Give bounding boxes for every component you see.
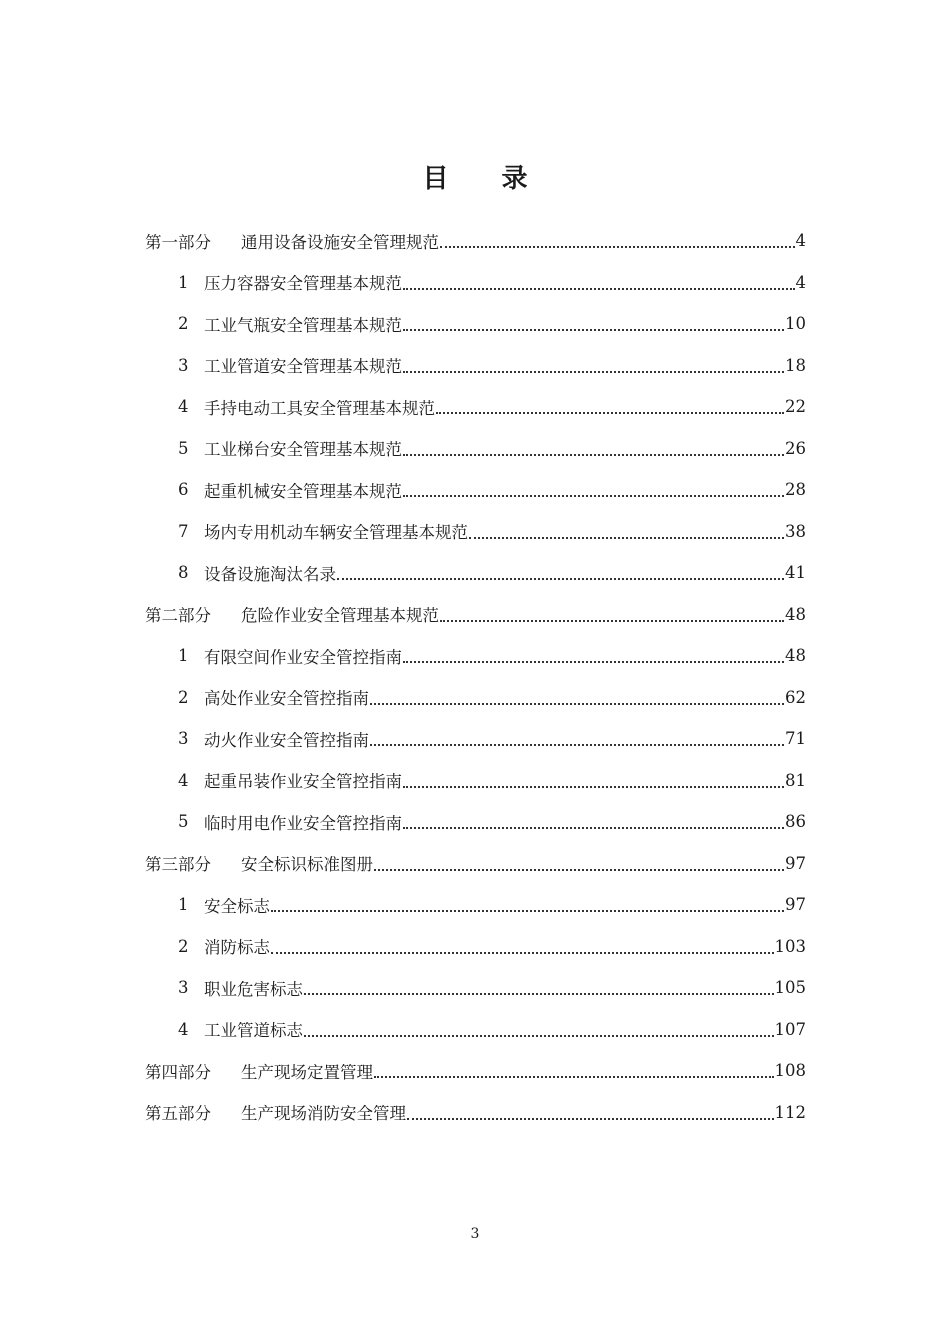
toc-entry-part-label: 第一部分 [145, 232, 211, 252]
toc-entry-section[interactable] [145, 345, 806, 387]
dot-leader [403, 370, 784, 373]
toc-entry-title: 危险作业安全管理基本规范 [241, 606, 439, 626]
toc-entry-page: 97 [785, 895, 806, 915]
dot-leader [440, 619, 784, 622]
toc-entry-section[interactable] [145, 801, 806, 843]
toc-entry-number: 4 [178, 1019, 189, 1039]
toc-entry-page: 48 [785, 604, 806, 624]
toc-entry-page: 10 [785, 314, 806, 334]
toc-entry-page: 18 [785, 355, 806, 375]
toc-entry-page: 28 [785, 480, 806, 500]
dot-leader [436, 411, 784, 414]
dot-leader [403, 660, 784, 663]
toc-entry-title: 有限空间作业安全管控指南 [204, 647, 402, 667]
toc-entry-page: 26 [785, 438, 806, 458]
toc-entry-section[interactable] [145, 552, 806, 594]
toc-entry-title: 安全标识标准图册 [241, 855, 373, 875]
toc-entry-page: 81 [785, 770, 806, 790]
toc-entry-number: 8 [178, 563, 189, 583]
toc-entry-page: 4 [795, 272, 806, 292]
toc-entry-section[interactable] [145, 760, 806, 802]
toc-entry-page: 22 [785, 397, 806, 417]
dot-leader [403, 287, 795, 290]
toc-entry-title: 生产现场消防安全管理 [241, 1104, 406, 1124]
table-of-contents [145, 220, 806, 1133]
dot-leader [374, 868, 784, 871]
toc-entry-section[interactable] [145, 718, 806, 760]
dot-leader [271, 909, 784, 912]
toc-entry-part-label: 第二部分 [145, 606, 211, 626]
toc-entry-title: 生产现场定置管理 [241, 1062, 373, 1082]
toc-entry-page: 107 [774, 1019, 806, 1039]
dot-leader [469, 536, 784, 539]
toc-entry-page: 112 [774, 1102, 806, 1122]
toc-entry-page: 97 [785, 853, 806, 873]
dot-leader [403, 494, 784, 497]
toc-entry-section[interactable] [145, 1009, 806, 1051]
dot-leader [403, 785, 784, 788]
toc-entry-title: 工业管道标志 [204, 1021, 303, 1041]
toc-entry-title: 安全标志 [204, 896, 270, 916]
toc-entry-page: 41 [785, 563, 806, 583]
toc-entry-part[interactable] [145, 594, 806, 636]
toc-entry-number: 2 [178, 936, 189, 956]
dot-leader [407, 1117, 774, 1120]
toc-entry-number: 5 [178, 812, 189, 832]
toc-entry-title: 手持电动工具安全管理基本规范 [204, 398, 435, 418]
dot-leader [271, 951, 774, 954]
toc-entry-section[interactable] [145, 635, 806, 677]
toc-entry-title: 消防标志 [204, 938, 270, 958]
toc-entry-part[interactable] [145, 1050, 806, 1092]
toc-entry-number: 3 [178, 978, 189, 998]
toc-entry-title: 高处作业安全管控指南 [204, 689, 369, 709]
toc-entry-title: 工业气瓶安全管理基本规范 [204, 315, 402, 335]
toc-entry-title: 起重吊装作业安全管控指南 [204, 772, 402, 792]
toc-entry-page: 86 [785, 812, 806, 832]
toc-entry-number: 3 [178, 355, 189, 375]
toc-entry-page: 48 [785, 646, 806, 666]
toc-entry-number: 1 [178, 272, 189, 292]
toc-entry-section[interactable] [145, 262, 806, 304]
toc-entry-section[interactable] [145, 386, 806, 428]
toc-entry-title: 通用设备设施安全管理规范 [241, 232, 439, 252]
dot-leader [440, 245, 795, 248]
toc-entry-title: 工业梯台安全管理基本规范 [204, 440, 402, 460]
dot-leader [403, 826, 784, 829]
toc-entry-title: 临时用电作业安全管控指南 [204, 813, 402, 833]
dot-leader [370, 702, 784, 705]
toc-entry-section[interactable] [145, 511, 806, 553]
page-number: 3 [470, 1226, 480, 1242]
toc-entry-section[interactable] [145, 428, 806, 470]
dot-leader [403, 453, 784, 456]
toc-entry-number: 1 [178, 646, 189, 666]
toc-entry-number: 3 [178, 729, 189, 749]
toc-entry-page: 103 [774, 936, 806, 956]
toc-entry-page: 71 [785, 729, 806, 749]
toc-entry-part[interactable] [145, 220, 806, 262]
toc-entry-number: 2 [178, 687, 189, 707]
toc-entry-page: 4 [795, 231, 806, 251]
toc-entry-section[interactable] [145, 967, 806, 1009]
toc-entry-number: 2 [178, 314, 189, 334]
toc-entry-title: 压力容器安全管理基本规范 [204, 274, 402, 294]
toc-entry-part-label: 第三部分 [145, 855, 211, 875]
toc-entry-section[interactable] [145, 884, 806, 926]
toc-entry-section[interactable] [145, 926, 806, 968]
toc-entry-title: 设备设施淘汰名录 [204, 564, 336, 584]
toc-entry-title: 场内专用机动车辆安全管理基本规范 [204, 523, 468, 543]
toc-entry-title: 起重机械安全管理基本规范 [204, 481, 402, 501]
dot-leader [304, 1034, 774, 1037]
toc-entry-section[interactable] [145, 469, 806, 511]
toc-entry-number: 5 [178, 438, 189, 458]
dot-leader [370, 743, 784, 746]
toc-entry-page: 62 [785, 687, 806, 707]
toc-entry-section[interactable] [145, 677, 806, 719]
toc-entry-number: 4 [178, 770, 189, 790]
dot-leader [337, 577, 784, 580]
toc-entry-part[interactable] [145, 1092, 806, 1134]
toc-entry-title: 职业危害标志 [204, 979, 303, 999]
dot-leader [374, 1075, 774, 1078]
toc-entry-number: 1 [178, 895, 189, 915]
toc-entry-page: 105 [774, 978, 806, 998]
toc-entry-part-label: 第四部分 [145, 1062, 211, 1082]
page-title: 目 录 [422, 164, 550, 194]
toc-entry-section[interactable] [145, 303, 806, 345]
toc-entry-page: 38 [785, 521, 806, 541]
toc-entry-number: 4 [178, 397, 189, 417]
dot-leader [304, 992, 774, 995]
toc-entry-number: 7 [178, 521, 189, 541]
dot-leader [403, 328, 784, 331]
toc-entry-page: 108 [774, 1061, 806, 1081]
toc-entry-part-label: 第五部分 [145, 1104, 211, 1124]
toc-entry-part[interactable] [145, 843, 806, 885]
toc-entry-number: 6 [178, 480, 189, 500]
toc-entry-title: 工业管道安全管理基本规范 [204, 357, 402, 377]
toc-entry-title: 动火作业安全管控指南 [204, 730, 369, 750]
